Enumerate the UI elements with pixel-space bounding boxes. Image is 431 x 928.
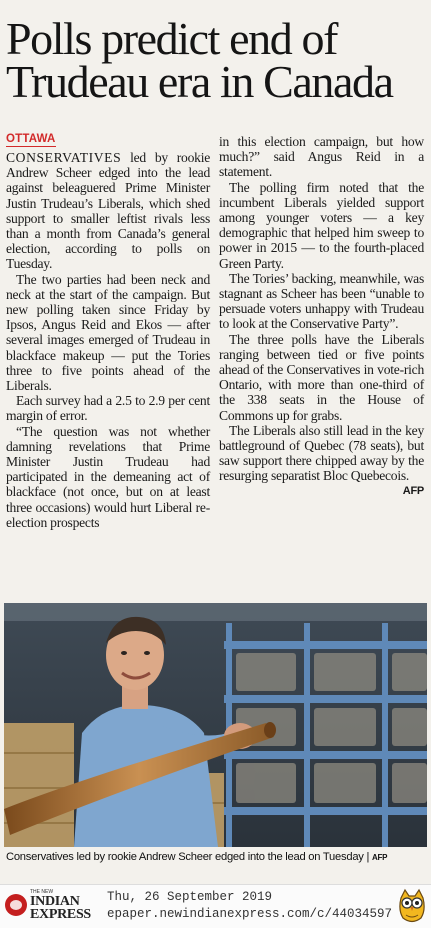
lead-paragraph <box>6 150 210 272</box>
paragraph-4-continued: in this election campaign, but how much?” said Angus Reid in a statement. <box>219 134 424 180</box>
photo-credit: AFP <box>372 853 388 862</box>
logo-small-text: THE NEW <box>30 889 54 895</box>
agency-credit: AFP <box>402 484 424 497</box>
dateline: OTTAWA <box>6 133 56 145</box>
lead-text: led by rookie Andrew Scheer edged into the lead against beleaguered Prime Minister Justin Trudeau’s Liberals, which shed support to smaller leftist rivals less than a month from Canada’s general election, according to polls on Tuesday. <box>6 150 210 272</box>
edition-date: Thu, 26 September 2019 <box>107 890 273 904</box>
paragraph-8-text: The Liberals also still lead in the key battleground of Quebec (78 seats), but saw support there chipped away by the resurging separatist Bloc Quebecois. <box>219 422 424 484</box>
epaper-footer <box>0 884 431 928</box>
lead-caps: CONSERVATIVES <box>6 150 122 165</box>
logo-line-2: EXPRESS <box>30 907 91 922</box>
paragraph-2: The two parties had been neck and neck at the start of the campaign. But new polling taken since Friday by Ipsos, Angus Reid and Ekos — after several images emerged of Trudeau in blackface makeup — put the Tories three to five points ahead of the Liberals. <box>6 271 210 394</box>
paragraph-6: The Tories’ backing, meanwhile, was stagnant as Scheer has been “unable to persuade voters unhappy with Trudeau to look at the Conservative Party”. <box>219 270 424 332</box>
owl-mascot-icon <box>397 888 427 924</box>
caption-text: Conservatives led by rookie Andrew Scheer edged into the lead on Tuesday <box>6 851 364 863</box>
paragraph-8 <box>219 422 424 497</box>
news-photo <box>4 603 427 847</box>
headline: Polls predict end of Trudeau era in Canada <box>6 13 393 107</box>
article-column-left <box>6 130 210 530</box>
edition-url[interactable]: epaper.newindianexpress.com/c/44034597 <box>107 907 393 921</box>
logo-line-1: INDIAN <box>30 894 80 909</box>
article-column-right <box>219 134 424 499</box>
photo-caption: Conservatives led by rookie Andrew Scheer edged into the lead on Tuesday | AFP <box>6 851 388 863</box>
photo-illustration <box>4 603 427 847</box>
newspaper-logo-icon <box>5 894 27 916</box>
paragraph-4: “The question was not whether damning revelations that Prime Minister Justin Trudeau had participated in the demeaning act of blackface (not once, but on at least three occasions) would hurt Liberal re-election prospects <box>6 423 210 530</box>
paragraph-5: The polling firm noted that the incumbent Liberals yielded support among younger voters — a key demographic that helped him sweep to power in 2015 — to the fourth-placed Green Party. <box>219 179 424 271</box>
paragraph-3: Each survey had a 2.5 to 2.9 per cent margin of error. <box>6 393 210 424</box>
newspaper-logo[interactable] <box>30 895 91 921</box>
paragraph-7: The three polls have the Liberals ranging between tied or five points ahead of the Conservatives in vote-rich Ontario, with more than one-third of the 338 seats in the House of Commons up for grabs. <box>219 331 424 423</box>
